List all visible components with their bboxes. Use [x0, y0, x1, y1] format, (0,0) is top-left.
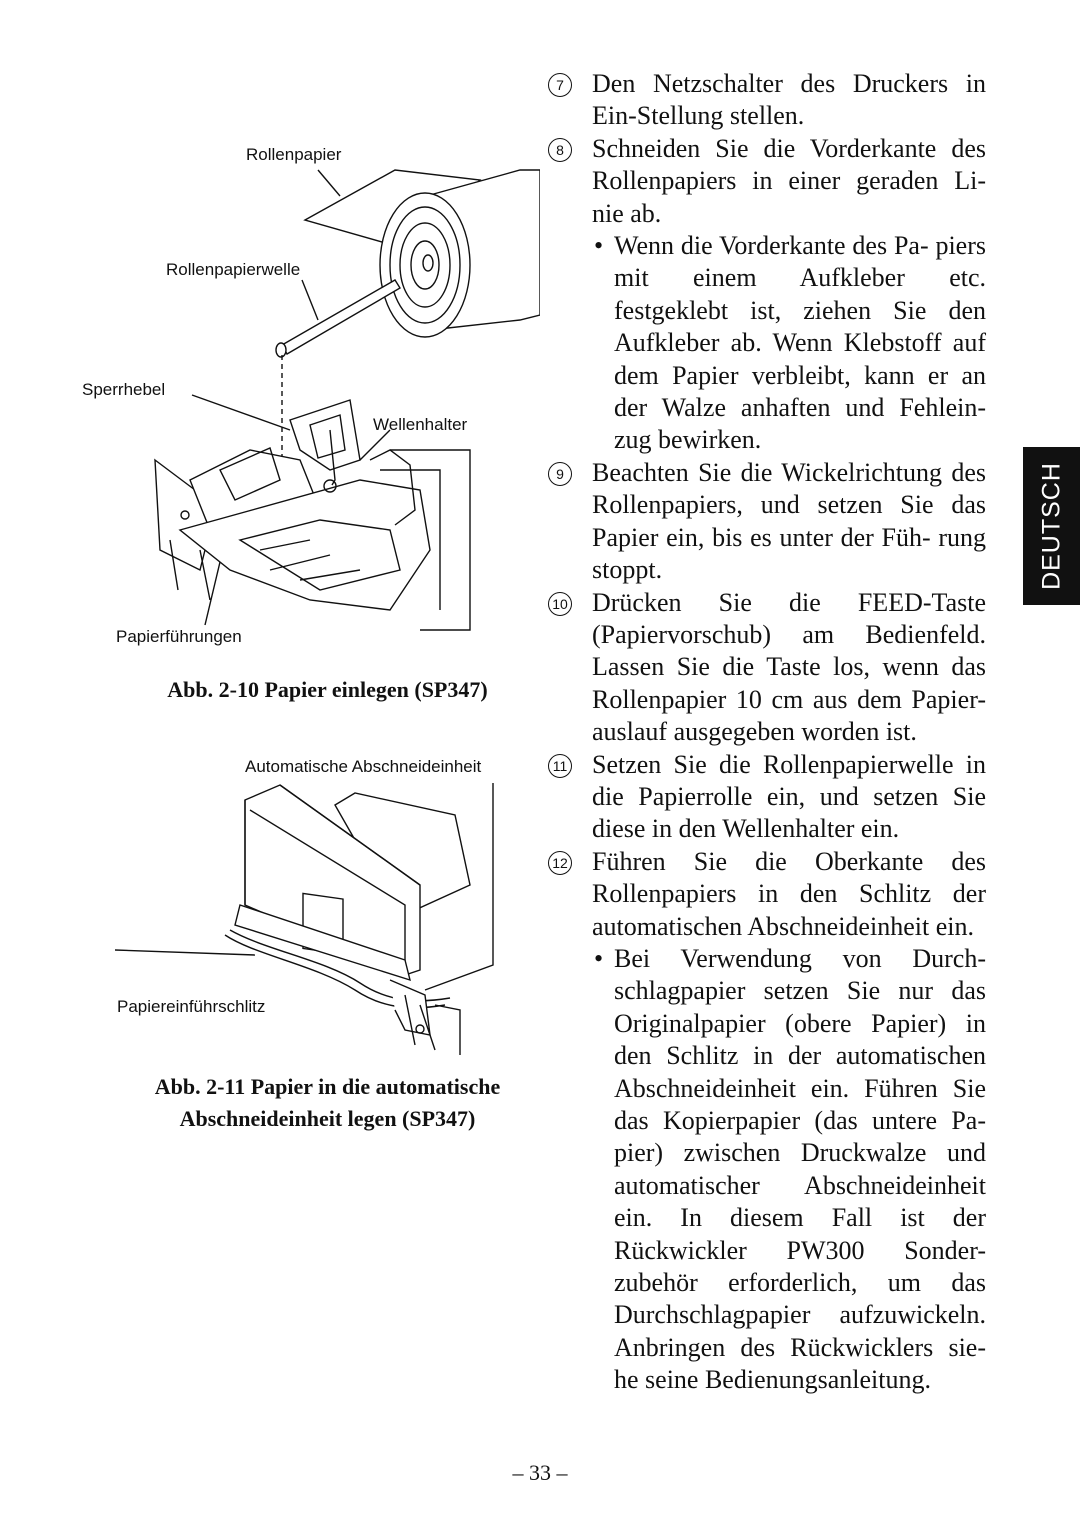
bullet-note-sticker [548, 230, 986, 457]
language-tab-label: DEUTSCH [1037, 462, 1065, 590]
bullet-dot: • [594, 231, 604, 261]
instruction-column [548, 68, 986, 1397]
step-number-11: 11 [548, 754, 572, 778]
figure-auto-cutter [115, 755, 540, 1065]
step-number-7: 7 [548, 73, 572, 97]
step-number-8: 8 [548, 138, 572, 162]
step-text: Schneiden Sie die Vorderkante des Rollenpapiers in einer geraden Li- nie ab. [592, 133, 986, 228]
paper-loading-illustration [60, 130, 540, 670]
label-auto-cutter: Automatische Abschneideinheit [245, 757, 482, 776]
figure-1-caption: Abb. 2-10 Papier einlegen (SP347) [167, 677, 488, 702]
bullet-text: Bei Verwendung von Durch- schlagpapier setzen Sie nur das Originalpapier (obere Papier) in den Schlitz in der automatischen Abschneideinheit ein. Führen Sie das Kopierpapier (das untere Pa- pier) zwischen Druckwalze und automatischer Abschneideinheit ein. In diesem Fall ist der Rückwickler PW300 Sonder- zubehör erforderlich, um das Durchschlagpapier aufzuwickeln. Anbringen des Rückwicklers sie- he seine Bedienungsanleitung. [614, 943, 986, 1395]
step-text: Setzen Sie die Rollenpapierwelle in die Papierrolle ein, und setzen Sie diese in den Wellenhalter ein. [592, 749, 986, 844]
step-number-9: 9 [548, 462, 572, 486]
figure-2-caption-line-1: Abb. 2-11 Papier in die automatische [154, 1074, 501, 1099]
bullet-note-carbon [548, 943, 986, 1397]
bullet-dot: • [594, 943, 604, 973]
step-10 [548, 587, 986, 749]
page-number: – 33 – [512, 1460, 568, 1485]
step-text: Den Netzschalter des Druckers in Ein-Stellung stellen. [592, 69, 986, 131]
step-text: Führen Sie die Oberkante des Rollenpapiers in den Schlitz der automatischen Abschneideinheit ein. [592, 846, 986, 941]
step-text: Beachten Sie die Wickelrichtung des Rollenpapiers, und setzen Sie das Papier ein, bis es unter der Füh- rung stoppt. [592, 457, 986, 585]
step-8 [548, 133, 986, 230]
step-number-12: 12 [548, 851, 572, 875]
step-number-10: 10 [548, 592, 572, 616]
language-tab [1023, 447, 1080, 605]
label-insert-slot: Papiereinführschlitz [117, 997, 266, 1016]
label-roll-paper: Rollenpapier [246, 145, 342, 164]
figure-2-caption-line-2: Abschneideinheit legen (SP347) [179, 1106, 476, 1131]
label-lock-lever: Sperrhebel [82, 380, 166, 399]
bullet-text: Wenn die Vorderkante des Pa- piers mit einem Aufkleber etc. festgeklebt ist, ziehen Sie den Aufkleber ab. Wenn Klebstoff auf dem Papier verbleibt, kann er an der Walze anhaften und Fehlein- zug bewirken. [614, 231, 986, 455]
step-9 [548, 457, 986, 587]
step-7 [548, 68, 986, 133]
auto-cutter-illustration [115, 755, 540, 1065]
step-text: Drücken Sie die FEED-Taste (Papiervorschub) am Bedienfeld. Lassen Sie die Taste los, wenn das Rollenpapier 10 cm aus dem Papier- auslauf ausgegeben worden ist. [592, 587, 986, 747]
label-paper-guides: Papierführungen [116, 627, 242, 646]
figure-paper-loading [60, 130, 540, 670]
label-roll-shaft: Rollenpapierwelle [166, 260, 301, 279]
step-11 [548, 749, 986, 846]
step-12 [548, 846, 986, 943]
label-shaft-holder: Wellenhalter [373, 415, 468, 434]
